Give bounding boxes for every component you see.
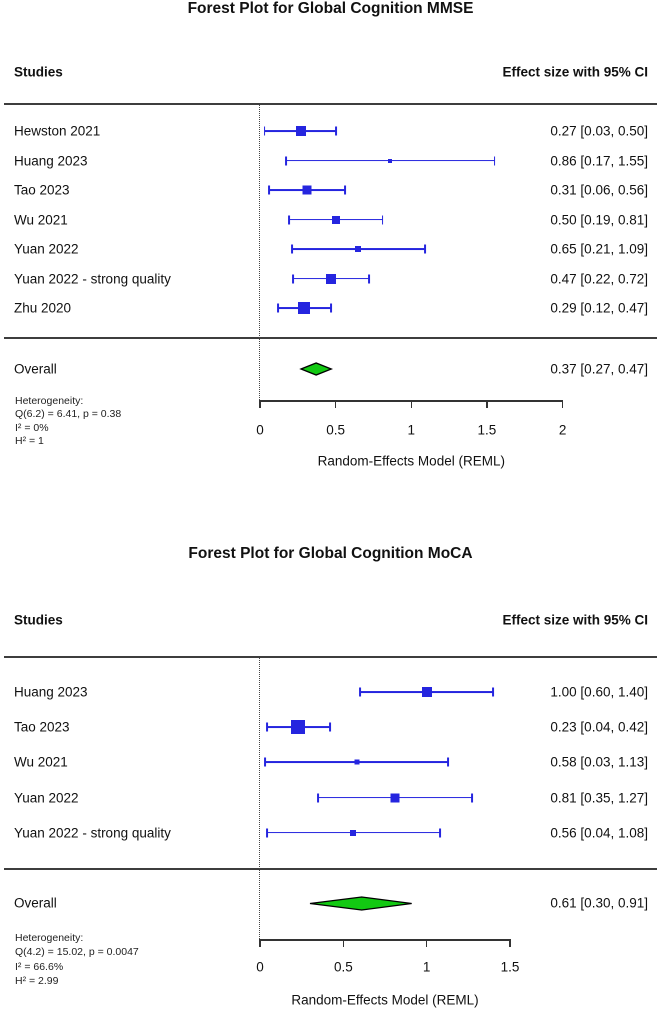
study-label: Yuan 2022 - strong quality <box>14 825 171 840</box>
ci-cap-right <box>471 793 473 802</box>
effect-marker <box>388 159 392 163</box>
x-axis-tick-label: 1 <box>407 422 416 438</box>
heterogeneity-line: H² = 1 <box>15 435 44 448</box>
model-footer-label: Random-Effects Model (REML) <box>291 992 479 1008</box>
ci-cap-left <box>266 828 268 837</box>
effect-marker <box>326 274 336 284</box>
ci-cap-right <box>494 156 496 165</box>
study-label: Wu 2021 <box>14 754 68 770</box>
ci-cap-left <box>277 304 279 313</box>
heterogeneity-line: H² = 2.99 <box>15 974 59 987</box>
x-axis-tick <box>335 400 337 408</box>
header-divider-line <box>4 103 657 105</box>
x-axis-tick-label: 2 <box>558 422 567 438</box>
heterogeneity-line: I² = 66.6% <box>15 960 64 973</box>
zero-reference-line <box>259 658 260 939</box>
ci-cap-right <box>439 828 441 837</box>
overall-effect-size-value: 0.61 [0.30, 0.91] <box>550 895 648 911</box>
heterogeneity-line: Heterogeneity: <box>15 394 84 407</box>
overall-label: Overall <box>14 361 57 377</box>
ci-cap-left <box>292 274 294 283</box>
ci-cap-right <box>329 723 331 732</box>
overall-divider-line <box>4 337 657 339</box>
x-axis-tick-label: 0.5 <box>326 422 346 438</box>
study-label: Hewston 2021 <box>14 123 101 139</box>
x-axis-tick <box>426 939 428 947</box>
study-label: Yuan 2022 - strong quality <box>14 271 171 286</box>
effect-size-value: 0.29 [0.12, 0.47] <box>550 300 648 316</box>
overall-diamond <box>307 894 415 913</box>
effect-marker <box>354 760 359 765</box>
x-axis-tick <box>411 400 413 408</box>
study-label: Huang 2023 <box>14 684 88 700</box>
effect-marker <box>391 793 400 802</box>
header-divider-line <box>4 656 657 658</box>
x-axis-tick-label: 1.5 <box>500 959 520 975</box>
ci-cap-left <box>285 156 287 165</box>
column-header-studies: Studies <box>14 612 63 628</box>
effect-size-value: 0.23 [0.04, 0.42] <box>550 719 648 735</box>
study-label: Zhu 2020 <box>14 300 72 316</box>
effect-marker <box>298 302 310 314</box>
effect-size-value: 0.47 [0.22, 0.72] <box>550 271 648 286</box>
ci-cap-left <box>359 688 361 697</box>
column-header-effect-size: Effect size with 95% CI <box>502 612 648 628</box>
effect-marker <box>296 126 306 136</box>
effect-marker <box>302 186 311 195</box>
ci-cap-right <box>382 215 384 224</box>
study-label: Wu 2021 <box>14 212 68 227</box>
effect-size-value: 0.86 [0.17, 1.55] <box>550 153 648 168</box>
ci-cap-left <box>288 215 290 224</box>
study-label: Yuan 2022 <box>14 790 79 805</box>
ci-cap-right <box>492 688 494 697</box>
x-axis-tick-label: 1.5 <box>477 422 497 438</box>
heterogeneity-line: Q(6.2) = 6.41, p = 0.38 <box>15 408 122 421</box>
x-axis-tick <box>486 400 488 408</box>
effect-size-value: 0.27 [0.03, 0.50] <box>550 123 648 139</box>
heterogeneity-line: Q(4.2) = 15.02, p = 0.0047 <box>15 946 139 959</box>
heterogeneity-line: Heterogeneity: <box>15 932 84 945</box>
ci-cap-right <box>368 274 370 283</box>
ci-cap-left <box>264 127 266 136</box>
ci-cap-left <box>266 723 268 732</box>
ci-cap-left <box>264 758 266 767</box>
ci-cap-right <box>330 304 332 313</box>
effect-size-value: 0.50 [0.19, 0.81] <box>550 212 648 227</box>
x-axis-tick-label: 0 <box>256 422 264 438</box>
model-footer-label: Random-Effects Model (REML) <box>317 453 505 469</box>
ci-cap-left <box>268 186 270 195</box>
effect-size-value: 0.31 [0.06, 0.56] <box>550 182 648 198</box>
x-axis-line <box>260 939 510 941</box>
x-axis-tick <box>509 939 511 947</box>
x-axis-tick <box>259 400 261 408</box>
effect-size-value: 0.58 [0.03, 1.13] <box>550 754 648 770</box>
ci-cap-right <box>447 758 449 767</box>
x-axis-tick-label: 0.5 <box>333 959 353 975</box>
effect-size-value: 0.81 [0.35, 1.27] <box>550 790 648 805</box>
study-label: Yuan 2022 <box>14 241 79 257</box>
ci-cap-right <box>335 127 337 136</box>
effect-size-value: 1.00 [0.60, 1.40] <box>550 684 648 700</box>
effect-marker <box>422 687 432 697</box>
effect-marker <box>291 720 305 734</box>
plot-title: Forest Plot for Global Cognition MoCA <box>188 545 473 562</box>
ci-cap-left <box>317 793 319 802</box>
effect-marker <box>350 830 356 836</box>
overall-effect-size-value: 0.37 [0.27, 0.47] <box>550 361 648 377</box>
effect-size-value: 0.65 [0.21, 1.09] <box>550 241 648 257</box>
overall-diamond <box>298 360 334 378</box>
heterogeneity-line: I² = 0% <box>15 421 49 434</box>
column-header-studies: Studies <box>14 64 63 80</box>
ci-cap-right <box>424 245 426 254</box>
ci-cap-right <box>344 186 346 195</box>
effect-marker <box>355 246 361 252</box>
study-label: Tao 2023 <box>14 182 70 198</box>
column-header-effect-size: Effect size with 95% CI <box>502 64 648 80</box>
zero-reference-line <box>259 105 260 400</box>
effect-size-value: 0.56 [0.04, 1.08] <box>550 825 648 840</box>
study-label: Tao 2023 <box>14 719 70 735</box>
x-axis-tick <box>259 939 261 947</box>
overall-label: Overall <box>14 895 57 911</box>
overall-divider-line <box>4 868 657 870</box>
x-axis-tick-label: 0 <box>256 959 264 975</box>
x-axis-tick <box>343 939 345 947</box>
x-axis-tick <box>562 400 564 408</box>
ci-cap-left <box>291 245 293 254</box>
study-label: Huang 2023 <box>14 153 88 168</box>
plot-title: Forest Plot for Global Cognition MMSE <box>187 0 474 17</box>
x-axis-tick-label: 1 <box>422 959 431 975</box>
effect-marker <box>332 216 340 224</box>
